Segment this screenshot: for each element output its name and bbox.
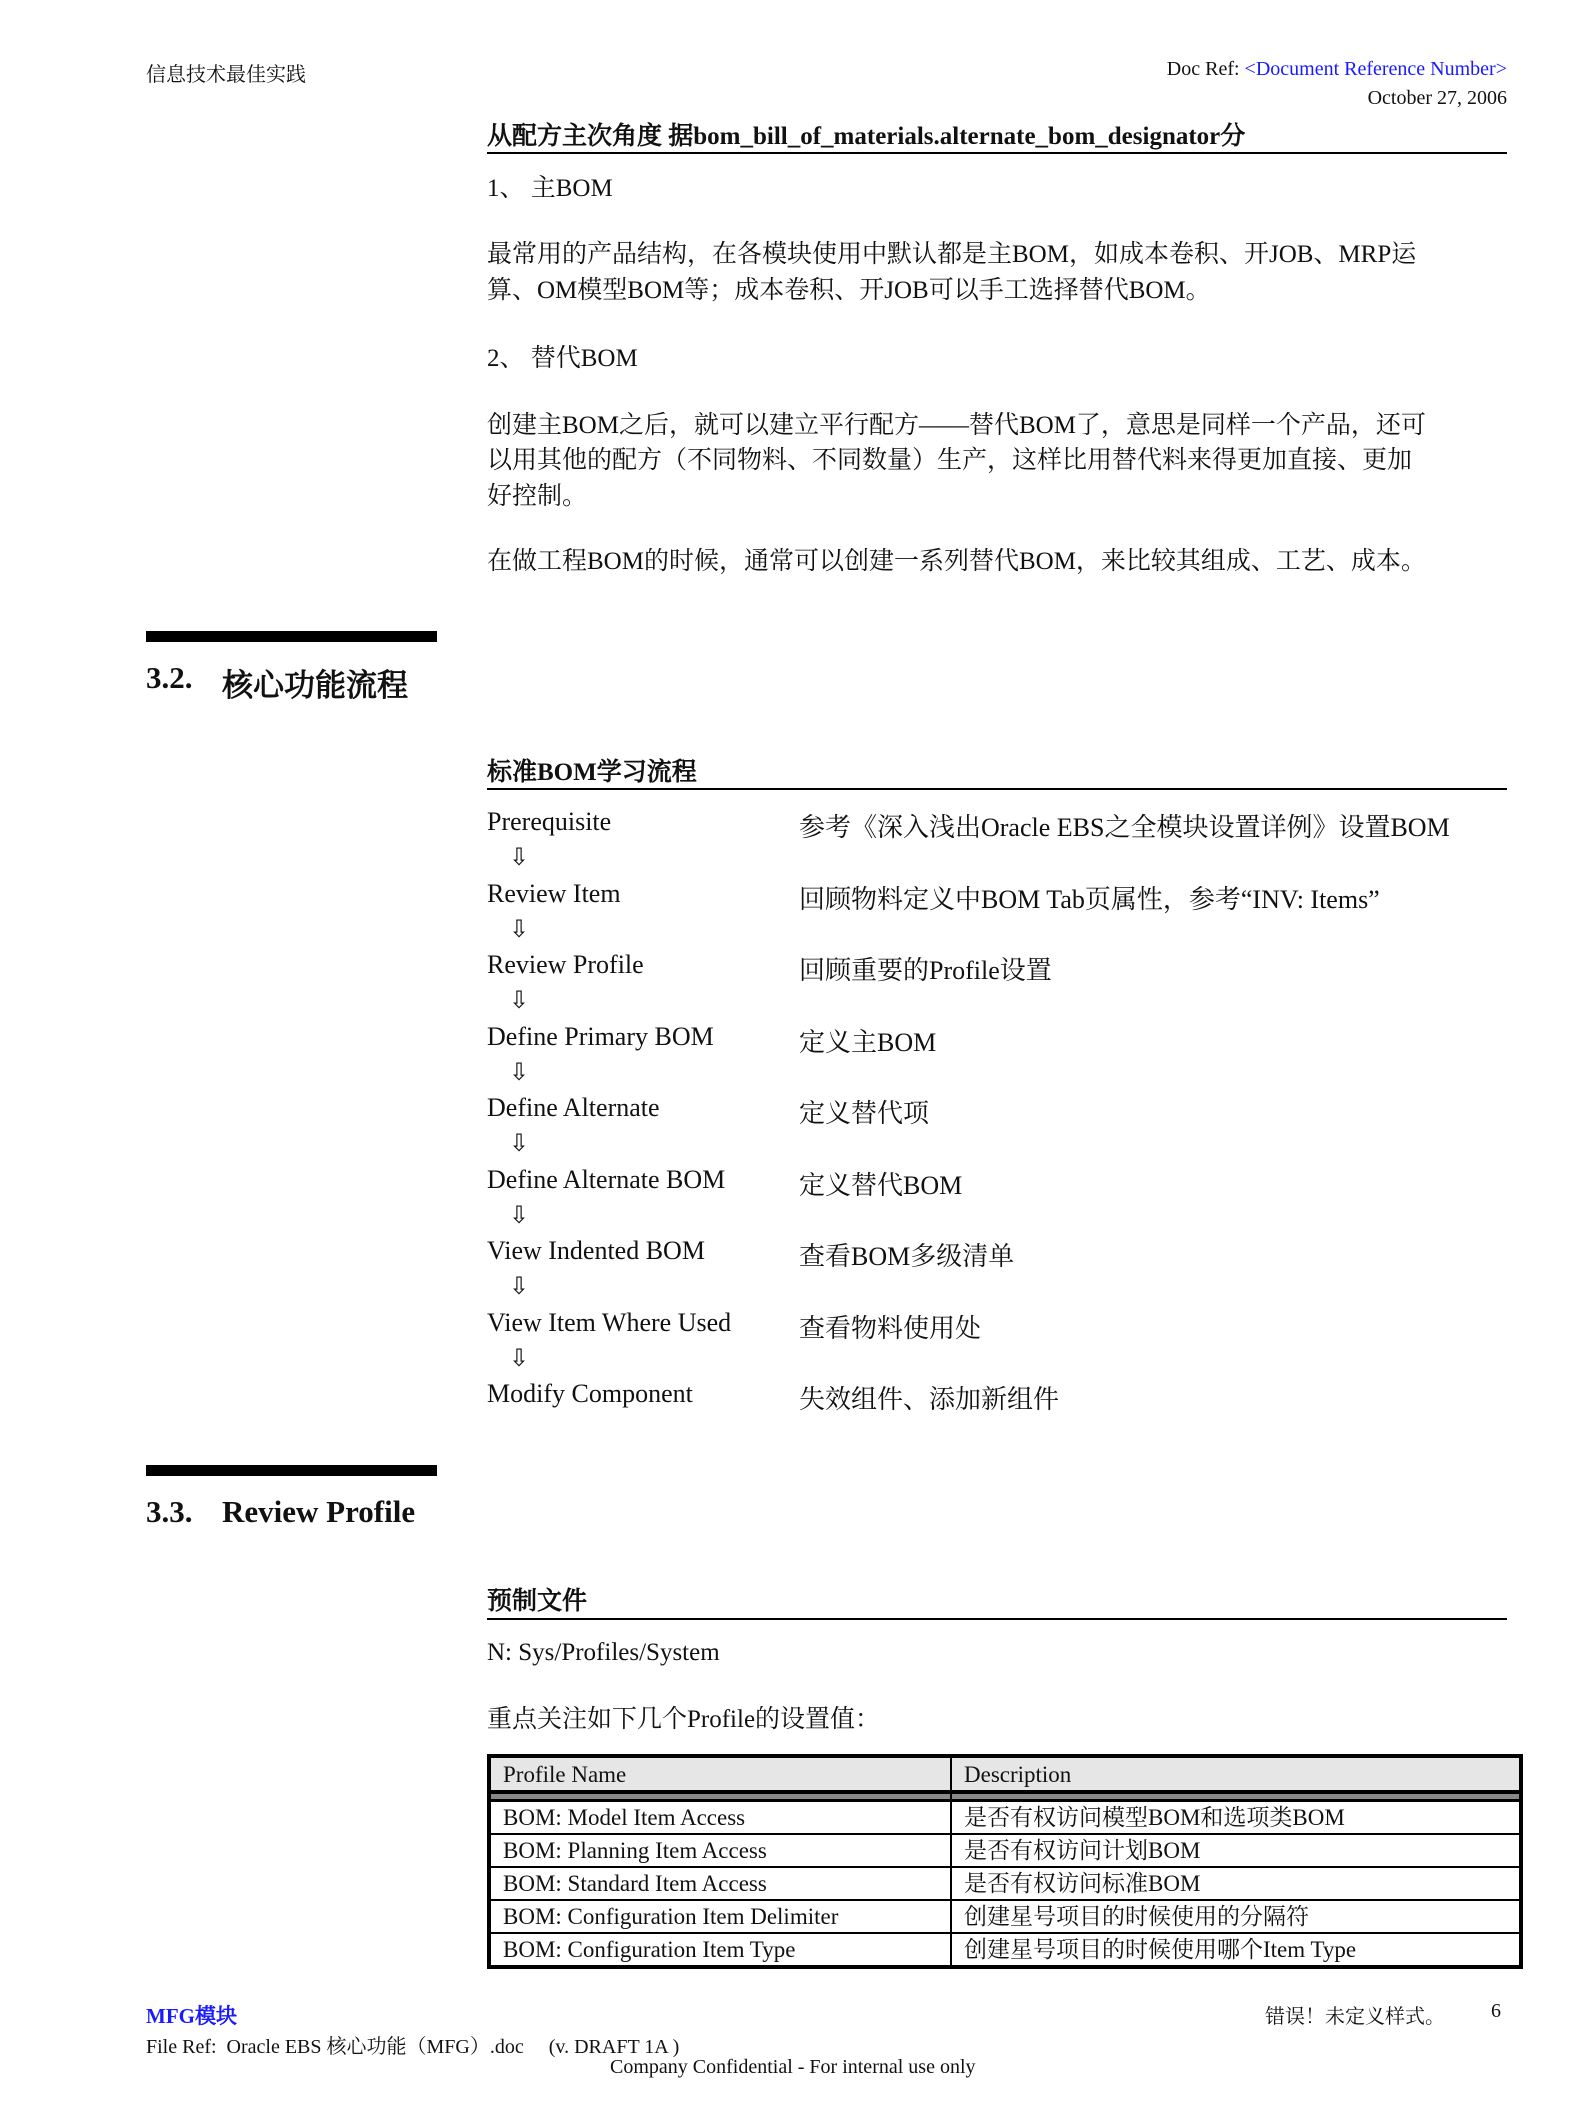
table-row bbox=[489, 1834, 1521, 1867]
profile-name-cell: BOM: Model Item Access bbox=[489, 1801, 951, 1835]
flow-step: Define Alternate bbox=[487, 1093, 660, 1122]
description-cell: 是否有权访问模型BOM和选项类BOM bbox=[951, 1801, 1521, 1835]
subheading-underline bbox=[487, 1618, 1507, 1620]
flow-step: Prerequisite bbox=[487, 807, 612, 836]
item-1: 1、 主BOM bbox=[487, 175, 613, 202]
para-2-line-1: 创建主BOM之后，就可以建立平行配方——替代BOM了，意思是同样一个产品，还可 bbox=[487, 412, 1426, 439]
down-arrow-icon: ⇩ bbox=[509, 1057, 530, 1086]
description-cell: 创建星号项目的时候使用的分隔符 bbox=[951, 1900, 1521, 1933]
footer-error-text: 错误！未定义样式。 bbox=[1265, 2006, 1445, 2028]
down-arrow-icon: ⇩ bbox=[509, 1129, 530, 1157]
footer-file-ref: File Ref: Oracle EBS 核心功能（MFG）.doc (v. DRAFT 1A ) bbox=[146, 2036, 680, 2058]
table-row bbox=[489, 1900, 1521, 1933]
flow-step: View Item Where Used bbox=[487, 1307, 732, 1337]
table-row bbox=[489, 1801, 1521, 1835]
profile-name-cell: BOM: Planning Item Access bbox=[489, 1834, 951, 1867]
profile-name-cell: BOM: Configuration Item Delimiter bbox=[489, 1900, 951, 1933]
section-number: 3.3. bbox=[146, 1494, 193, 1529]
flow-subheading: 标准BOM学习流程 bbox=[487, 759, 697, 786]
page-number: 6 bbox=[1491, 2000, 1501, 2022]
description-cell: 是否有权访问标准BOM bbox=[951, 1867, 1521, 1900]
down-arrow-icon: ⇩ bbox=[509, 986, 530, 1014]
header-date: October 27, 2006 bbox=[1367, 87, 1507, 109]
header-profile-name: Profile Name bbox=[489, 1756, 951, 1792]
flow-step-description: 查看物料使用处 bbox=[799, 1313, 982, 1343]
down-arrow-icon: ⇩ bbox=[509, 843, 530, 871]
profile-table bbox=[487, 1754, 1523, 1969]
heading-underline bbox=[487, 152, 1507, 154]
down-arrow-icon: ⇩ bbox=[509, 1272, 530, 1300]
section-bar bbox=[146, 631, 437, 642]
flow-step-description: 查看BOM多级清单 bbox=[799, 1242, 1015, 1271]
flow-step: Modify Component bbox=[487, 1379, 693, 1408]
flow-step-description: 回顾重要的Profile设置 bbox=[799, 956, 1052, 985]
para-2-line-2: 以用其他的配方（不同物料、不同数量）生产，这样比用替代料来得更加直接、更加 bbox=[487, 447, 1413, 474]
down-arrow-icon: ⇩ bbox=[509, 914, 530, 943]
item-2: 2、 替代BOM bbox=[487, 345, 638, 372]
flow-step: Define Primary BOM bbox=[487, 1021, 714, 1051]
flow-step: Define Alternate BOM bbox=[487, 1164, 726, 1194]
doc-ref-link[interactable]: <Document Reference Number> bbox=[1244, 58, 1507, 80]
bom-type-heading: 从配方主次角度 据bom_bill_of_materials.alternate_bom_designator分 bbox=[487, 123, 1246, 150]
header-title: 信息技术最佳实践 bbox=[146, 64, 306, 86]
subheading-underline bbox=[487, 788, 1507, 790]
description-cell: 创建星号项目的时候使用哪个Item Type bbox=[951, 1933, 1521, 1967]
table-row bbox=[489, 1867, 1521, 1900]
doc-ref-label: Doc Ref: bbox=[1166, 58, 1240, 80]
profile-name-cell: BOM: Standard Item Access bbox=[489, 1867, 951, 1900]
down-arrow-icon: ⇩ bbox=[509, 1343, 530, 1372]
nav-path: N: Sys/Profiles/System bbox=[487, 1639, 720, 1666]
flow-step-description: 失效组件、添加新组件 bbox=[799, 1385, 1060, 1414]
table-row bbox=[489, 1933, 1521, 1967]
flow-step-description: 回顾物料定义中BOM Tab页属性，参考“INV: Items” bbox=[799, 884, 1380, 914]
section-number: 3.2. bbox=[146, 660, 193, 695]
flow-step-description: 定义替代项 bbox=[799, 1099, 930, 1128]
doc-ref bbox=[1167, 58, 1507, 81]
table-header-row bbox=[489, 1756, 1521, 1792]
profile-subheading: 预制文件 bbox=[487, 1588, 588, 1615]
section-bar bbox=[146, 1465, 437, 1476]
header-description: Description bbox=[951, 1756, 1521, 1792]
flow-step: Review Profile bbox=[487, 950, 644, 979]
section-title: Review Profile bbox=[222, 1494, 416, 1529]
footer-confidential: Company Confidential - For internal use only bbox=[610, 2056, 976, 2078]
flow-step: Review Item bbox=[487, 878, 621, 908]
section-title: 核心功能流程 bbox=[222, 668, 408, 703]
description-cell: 是否有权访问计划BOM bbox=[951, 1834, 1521, 1867]
profile-name-cell: BOM: Configuration Item Type bbox=[489, 1933, 951, 1967]
down-arrow-icon: ⇩ bbox=[509, 1200, 530, 1229]
flow-step-description: 定义主BOM bbox=[799, 1027, 937, 1057]
flow-step-description: 定义替代BOM bbox=[799, 1170, 963, 1200]
flow-step-description: 参考《深入浅出Oracle EBS之全模块设置详例》设置BOM bbox=[799, 813, 1450, 842]
footer-module: MFG模块 bbox=[146, 2004, 237, 2028]
profile-intro: 重点关注如下几个Profile的设置值： bbox=[487, 1706, 881, 1733]
para-2-line-3: 好控制。 bbox=[487, 483, 588, 510]
para-1-line-1: 最常用的产品结构，在各模块使用中默认都是主BOM，如成本卷积、开JOB、MRP运 bbox=[487, 241, 1417, 268]
header-shading bbox=[489, 1792, 1521, 1801]
para-1-line-2: 算、OM模型BOM等；成本卷积、开JOB可以手工选择替代BOM。 bbox=[487, 277, 1211, 304]
para-3: 在做工程BOM的时候，通常可以创建一系列替代BOM，来比较其组成、工艺、成本。 bbox=[487, 548, 1426, 575]
flow-step: View Indented BOM bbox=[487, 1236, 705, 1265]
